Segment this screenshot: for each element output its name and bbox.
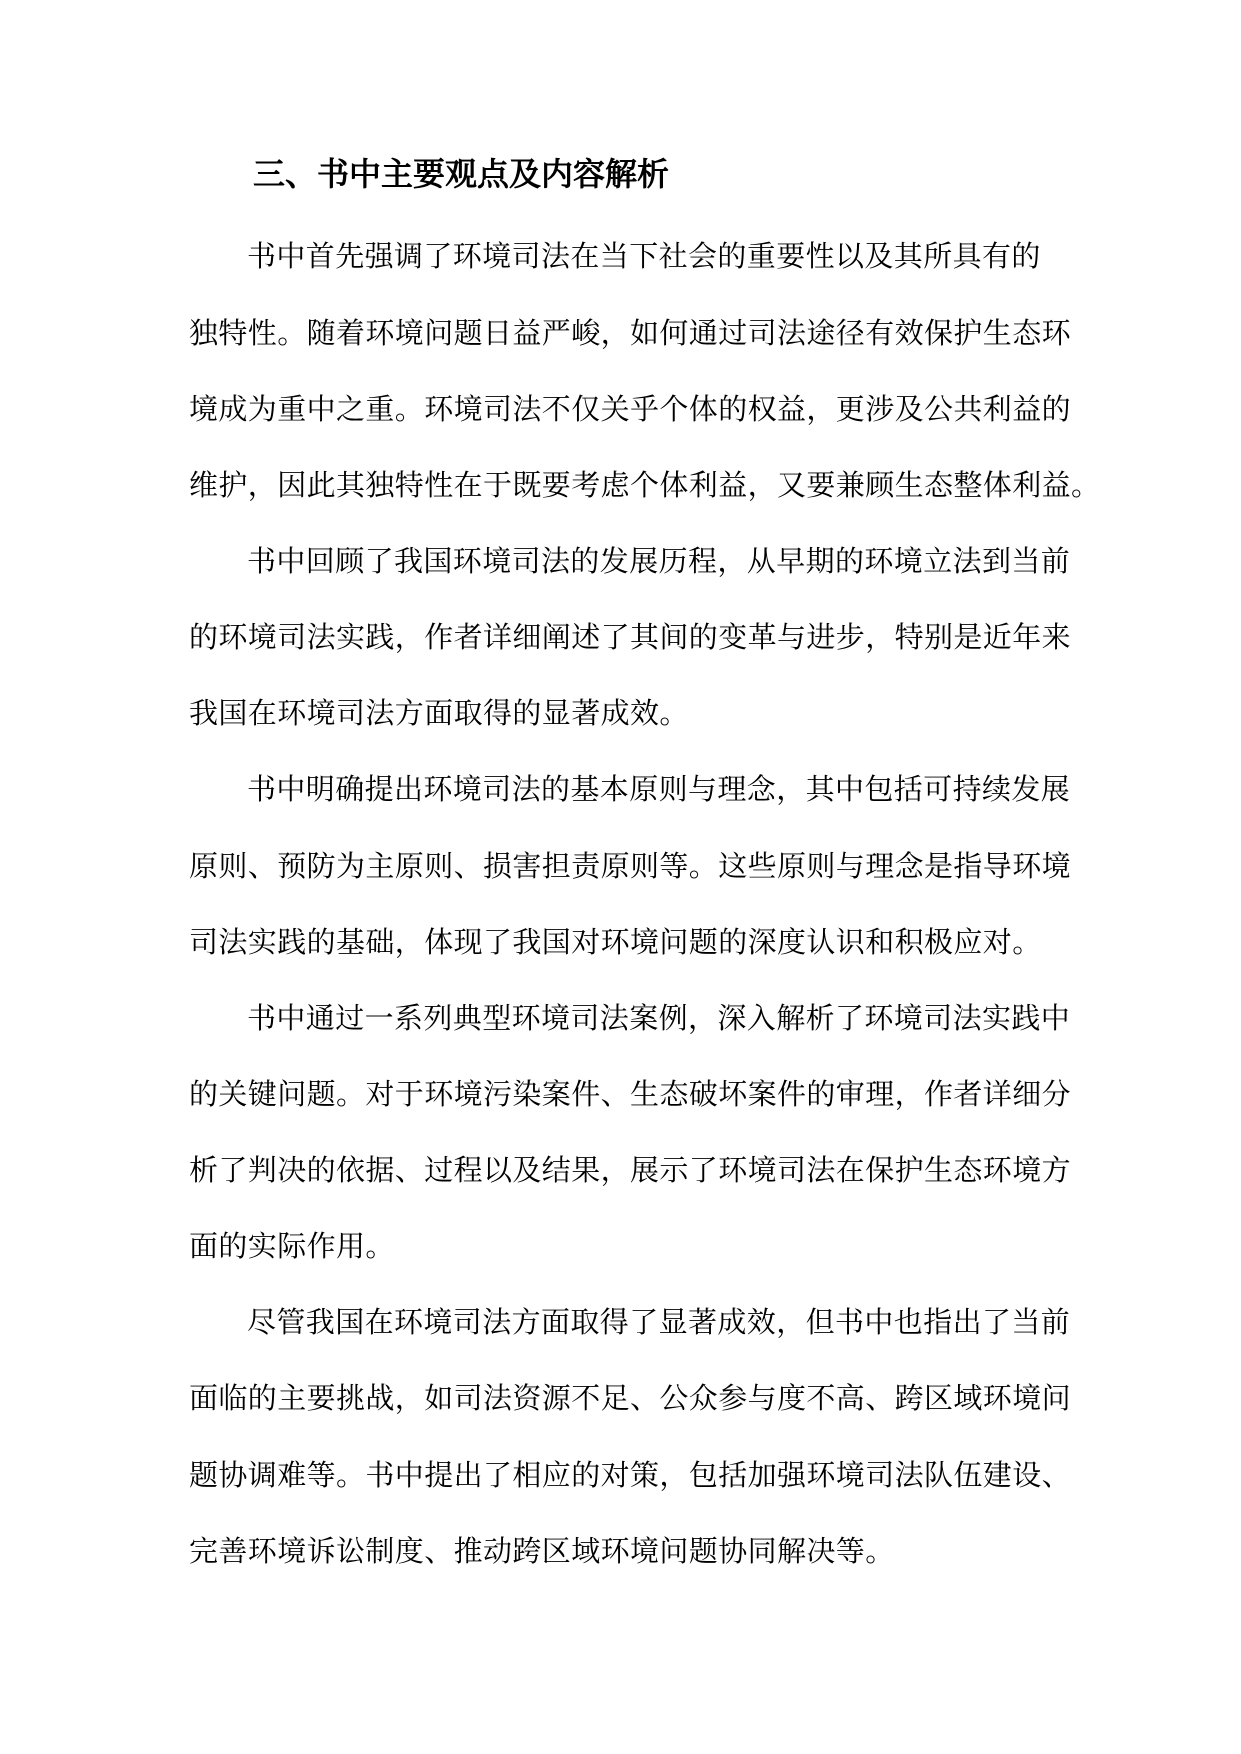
paragraph-5-line-4: 完善环境诉讼制度、推动跨区域环境问题协同解决等。 [189,1534,895,1568]
paragraph-2-line-2: 的环境司法实践，作者详细阐述了其间的变革与进步，特别是近年来 [189,620,1072,654]
paragraph-3-line-1: 书中明确提出环境司法的基本原则与理念，其中包括可持续发展 [247,772,1071,806]
paragraph-4-line-2: 的关键问题。对于环境污染案件、生态破坏案件的审理，作者详细分 [189,1077,1072,1111]
paragraph-4-line-4: 面的实际作用。 [189,1229,395,1263]
paragraph-4-line-3: 析了判决的依据、过程以及结果，展示了环境司法在保护生态环境方 [189,1153,1072,1187]
paragraph-1-line-3: 境成为重中之重。环境司法不仅关乎个体的权益，更涉及公共利益的 [189,392,1072,426]
paragraph-1-line-2: 独特性。随着环境问题日益严峻，如何通过司法途径有效保护生态环 [189,316,1072,350]
paragraph-5-line-1: 尽管我国在环境司法方面取得了显著成效，但书中也指出了当前 [247,1305,1071,1339]
paragraph-3-line-3: 司法实践的基础，体现了我国对环境问题的深度认识和积极应对。 [189,925,1042,959]
paragraph-2-line-3: 我国在环境司法方面取得的显著成效。 [189,696,689,730]
paragraph-1-line-1: 书中首先强调了环境司法在当下社会的重要性以及其所具有的 [247,239,1041,273]
paragraph-2-line-1: 书中回顾了我国环境司法的发展历程，从早期的环境立法到当前 [247,544,1071,578]
paragraph-1-line-4: 维护，因此其独特性在于既要考虑个体利益，又要兼顾生态整体利益。 [189,468,1101,502]
section-heading: 三、书中主要观点及内容解析 [253,155,670,193]
paragraph-5-line-2: 面临的主要挑战，如司法资源不足、公众参与度不高、跨区域环境问 [189,1381,1072,1415]
paragraph-3-line-2: 原则、预防为主原则、损害担责原则等。这些原则与理念是指导环境 [189,849,1072,883]
paragraph-4-line-1: 书中通过一系列典型环境司法案例，深入解析了环境司法实践中 [247,1001,1071,1035]
paragraph-5-line-3: 题协调难等。书中提出了相应的对策，包括加强环境司法队伍建设、 [189,1458,1072,1492]
